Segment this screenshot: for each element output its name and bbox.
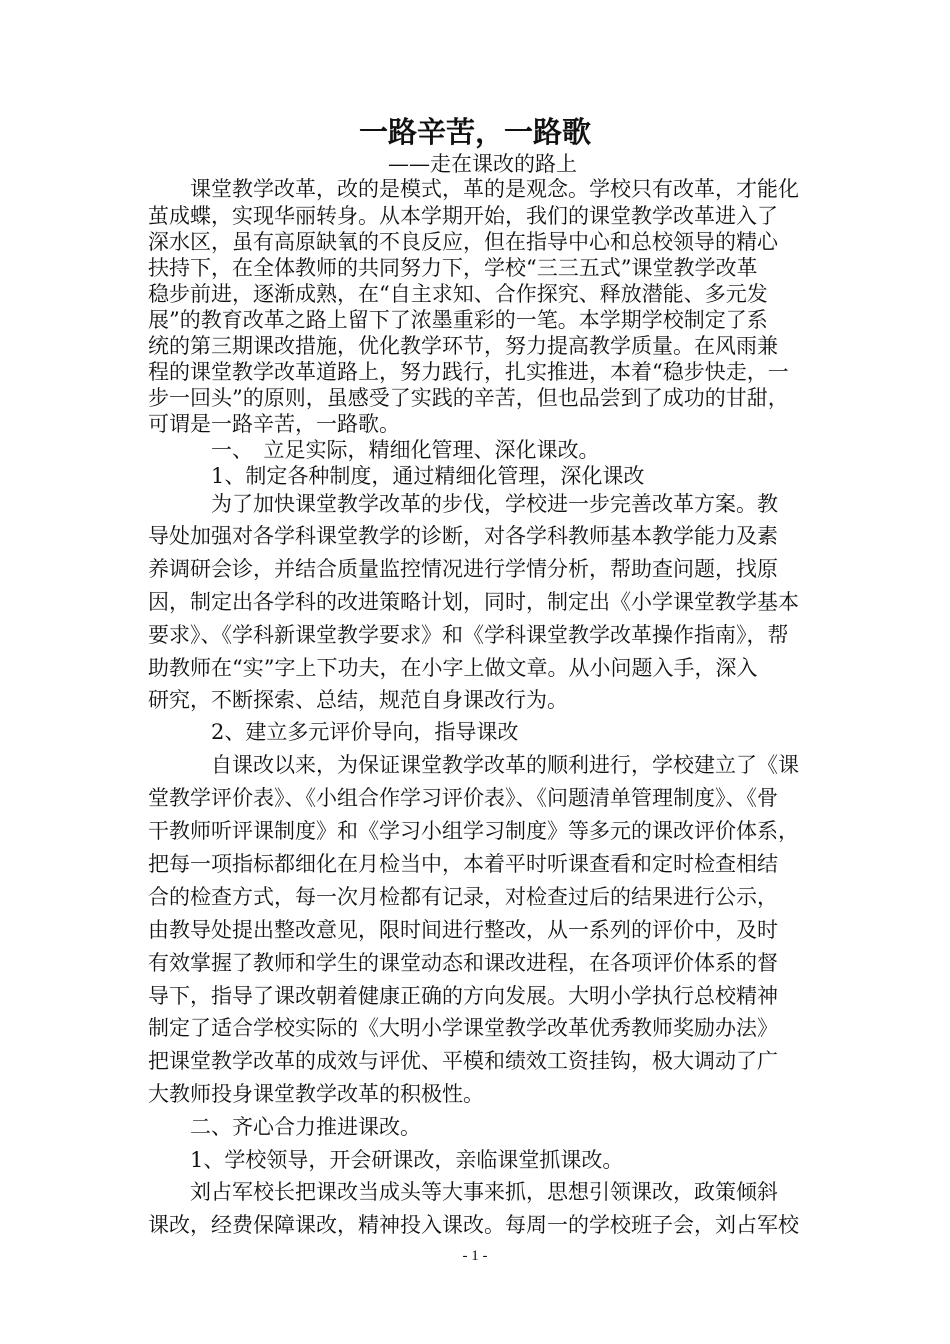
body-line: 深水区，虽有高原缺氧的不良反应，但在指导中心和总校领导的精心	[148, 230, 778, 254]
body-line: 养调研会诊，并结合质量监控情况进行学情分析，帮助查问题，找原	[148, 557, 778, 581]
body-line: 要求》、《学科新课堂教学要求》和《学科课堂教学改革操作指南》，帮	[148, 623, 789, 647]
body-line: 2、建立多元评价导向，指导课改	[148, 720, 519, 744]
body-line: 研究，不断探索、总结，规范自身课改行为。	[148, 688, 568, 712]
body-line: 程的课堂教学改革道路上，努力践行，扎实推进，本着“稳步快走，一	[148, 360, 789, 384]
body-line: 堂教学评价表》、《小组合作学习评价表》、《问题清单管理制度》、《骨	[148, 786, 778, 810]
body-line: 由教导处提出整改意见，限时间进行整改，从一系列的评价中，及时	[148, 918, 778, 942]
body-line: 课堂教学改革，改的是模式，革的是观念。学校只有改革，才能化	[148, 177, 799, 201]
body-line: 自课改以来，为保证课堂教学改革的顺利进行，学校建立了《课	[148, 753, 799, 777]
document-subtitle: ——走在课改的路上	[388, 152, 577, 176]
body-line: 可谓是一路辛苦，一路歌。	[148, 412, 400, 436]
body-line: 导处加强对各学科课堂教学的诊断，对各学科教师基本教学能力及素	[148, 524, 778, 548]
body-line: 导下，指导了课改朝着健康正确的方向发展。大明小学执行总校精神	[148, 984, 778, 1008]
body-line: 茧成蝶，实现华丽转身。从本学期开始，我们的课堂教学改革进入了	[148, 204, 778, 228]
body-line: 二、齐心合力推进课改。	[148, 1115, 421, 1139]
body-line: 把每一项指标都细化在月检当中，本着平时听课查看和定时检查相结	[148, 852, 778, 876]
body-line: 合的检查方式，每一次月检都有记录，对检查过后的结果进行公示，	[148, 885, 778, 909]
body-line: 步一回头”的原则，虽感受了实践的辛苦，但也品尝到了成功的甘甜，	[148, 386, 789, 410]
body-line: 一、 立足实际，精细化管理、深化课改。	[148, 438, 600, 462]
body-line: 制定了适合学校实际的《大明小学课堂教学改革优秀教师奖励办法》	[148, 1016, 778, 1040]
document-title: 一路辛苦，一路歌	[358, 115, 591, 149]
body-line: 助教师在“实”字上下功夫，在小字上做文章。从小问题入手，深入	[148, 656, 758, 680]
body-line: 干教师听评课制度》和《学习小组学习制度》等多元的课改评价体系，	[148, 819, 799, 843]
body-line: 把课堂教学改革的成效与评优、平模和绩效工资挂钩，极大调动了广	[148, 1049, 778, 1073]
body-line: 刘占军校长把课改当成头等大事来抓，思想引领课改，政策倾斜	[148, 1180, 778, 1204]
body-line: 扶持下，在全体教师的共同努力下，学校“三三五式”课堂教学改革	[148, 256, 758, 280]
page-number: - 1 -	[462, 1248, 488, 1264]
body-line: 大教师投身课堂教学改革的积极性。	[148, 1082, 484, 1106]
body-line: 因，制定出各学科的改进策略计划，同时，制定出《小学课堂教学基本	[148, 590, 799, 614]
body-line: 统的第三期课改措施，优化教学环节，努力提高教学质量。在风雨兼	[148, 334, 778, 358]
body-line: 1、学校领导，开会研课改，亲临课堂抓课改。	[148, 1148, 624, 1172]
body-line: 展”的教育改革之路上留下了浓墨重彩的一笔。本学期学校制定了系	[148, 308, 768, 332]
body-line: 为了加快课堂教学改革的步伐，学校进一步完善改革方案。教	[148, 492, 778, 516]
body-line: 有效掌握了教师和学生的课堂动态和课改进程，在各项评价体系的督	[148, 951, 778, 975]
body-line: 1、制定各种制度，通过精细化管理，深化课改	[148, 464, 645, 488]
body-line: 课改，经费保障课改，精神投入课改。每周一的学校班子会，刘占军校	[148, 1213, 799, 1237]
body-line: 稳步前进，逐渐成熟，在“自主求知、合作探究、释放潜能、多元发	[148, 282, 768, 306]
